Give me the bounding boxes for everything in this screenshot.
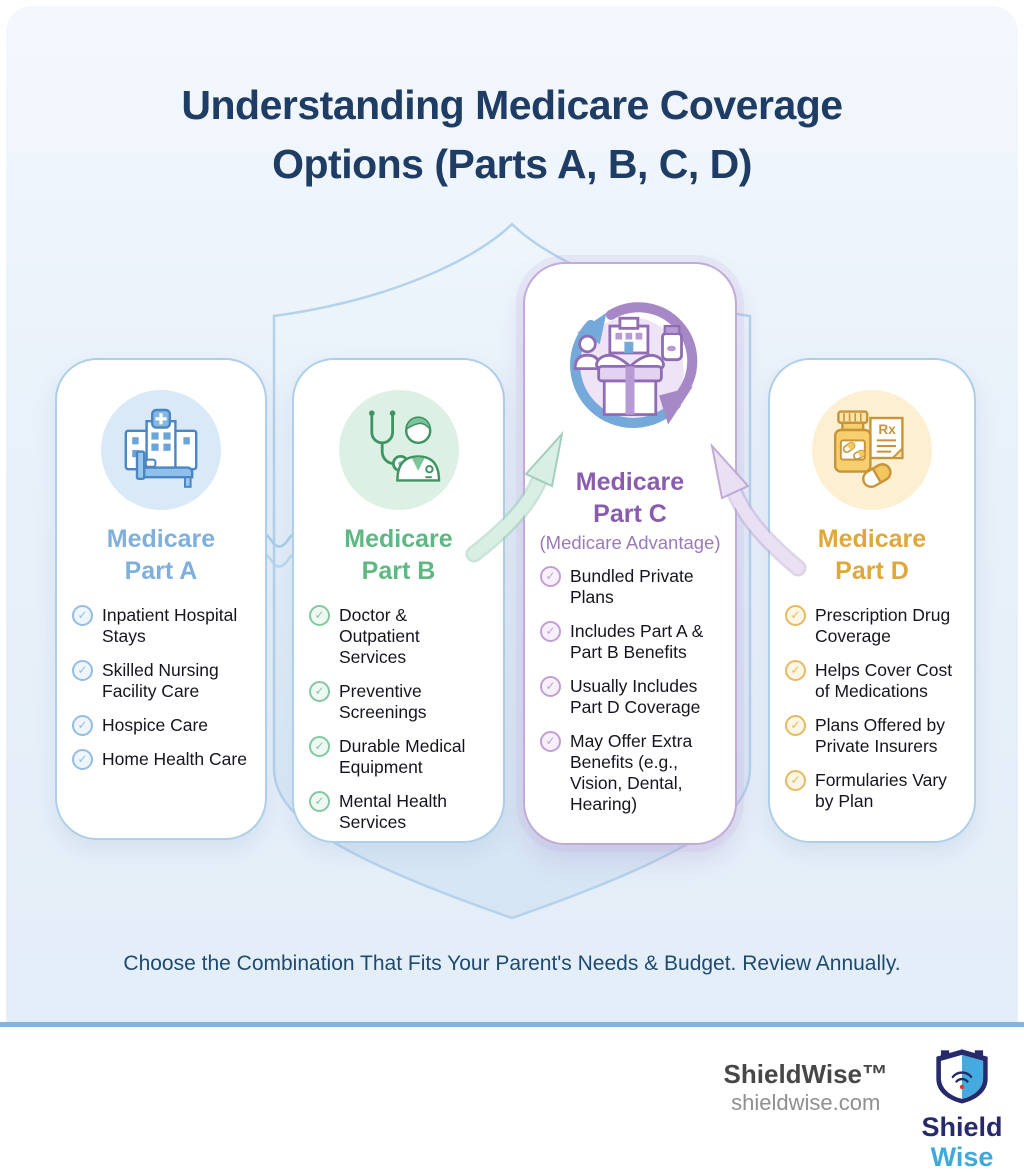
list-item-text: Prescription Drug Coverage [815, 605, 951, 646]
check-icon: ✓ [72, 749, 93, 770]
footer-note: Choose the Combination That Fits Your Parent's Needs & Budget. Review Annually. [123, 952, 901, 975]
list-item [309, 605, 491, 668]
check-icon: ✓ [309, 605, 330, 626]
page-title-line1: Understanding Medicare Coverage [181, 82, 843, 128]
page-title [0, 76, 1024, 195]
check-icon: ✓ [309, 681, 330, 702]
list-item [540, 621, 723, 663]
part-c-heading [576, 467, 684, 530]
check-icon: ✓ [540, 621, 561, 642]
part-a-heading-line2: Part A [124, 556, 198, 585]
shieldwise-logo [914, 1045, 1010, 1171]
list-item [309, 681, 491, 723]
shield-wifi-icon [929, 1045, 995, 1107]
brand-name: ShieldWise™ [723, 1059, 888, 1089]
part-d-heading-line1: Medicare [817, 525, 927, 553]
part-c-benefit-list [525, 566, 735, 828]
brand-website: shieldwise.com [731, 1089, 881, 1115]
list-item-text: Bundled Private Plans [570, 566, 694, 607]
list-item-text: May Offer Extra Benefits (e.g., Vision, Dental, Hearing) [570, 731, 693, 814]
check-icon: ✓ [309, 736, 330, 757]
pill-bottle-rx-icon [812, 390, 932, 510]
list-item-text: Skilled Nursing Facility Care [102, 660, 219, 701]
list-item-text: Durable Medical Equipment [339, 736, 466, 777]
check-icon: ✓ [785, 605, 806, 626]
list-item [72, 715, 253, 736]
brand-text [724, 1060, 888, 1116]
logo-text-shield: Shield [921, 1112, 1003, 1142]
card-medicare-part-a [55, 358, 267, 840]
list-item-text: Mental Health Services [339, 791, 447, 832]
part-b-icon-wrap [339, 390, 459, 510]
list-item-text: Plans Offered by Private Insurers [815, 715, 946, 756]
list-item-text: Doctor & Outpatient Services [339, 605, 420, 667]
logo-text-wise: Wise [930, 1142, 994, 1172]
check-icon: ✓ [540, 731, 561, 752]
list-item-text: Formularies Vary by Plan [815, 770, 947, 811]
part-a-icon-wrap [101, 390, 221, 510]
part-d-heading [818, 524, 926, 587]
part-b-heading-line2: Part B [361, 556, 436, 585]
check-icon: ✓ [72, 605, 93, 626]
list-item-text: Preventive Screenings [339, 681, 427, 722]
check-icon: ✓ [785, 715, 806, 736]
list-item-text: Includes Part A & Part B Benefits [570, 621, 704, 662]
part-b-heading [344, 524, 452, 587]
check-icon: ✓ [309, 791, 330, 812]
arrow-d-to-c-icon [698, 428, 818, 578]
check-icon: ✓ [72, 660, 93, 681]
check-icon: ✓ [540, 566, 561, 587]
check-icon: ✓ [785, 660, 806, 681]
part-b-benefit-list [294, 605, 503, 846]
part-c-heading-line1: Medicare [575, 468, 685, 496]
part-c-heading-line2: Part C [593, 499, 667, 528]
list-item [309, 736, 491, 778]
list-item [309, 791, 491, 833]
list-item [72, 605, 253, 647]
list-item [785, 605, 962, 647]
arrow-b-to-c-icon [452, 418, 577, 563]
list-item [785, 770, 962, 812]
page-title-line2: Options (Parts A, B, C, D) [272, 141, 752, 188]
list-item-text: Hospice Care [102, 715, 209, 735]
part-d-benefit-list [770, 605, 974, 825]
part-a-heading-line1: Medicare [106, 525, 216, 553]
doctor-stethoscope-icon [339, 390, 459, 510]
list-item [785, 660, 962, 702]
list-item-text: Helps Cover Cost of Medications [815, 660, 953, 701]
list-item [540, 676, 723, 718]
part-b-heading-line1: Medicare [344, 525, 453, 553]
list-item-text: Usually Includes Part D Coverage [570, 676, 701, 717]
list-item [785, 715, 962, 757]
check-icon: ✓ [785, 770, 806, 791]
list-item-text: Inpatient Hospital Stays [102, 605, 238, 646]
part-a-heading [107, 524, 215, 587]
svg-text:Rx: Rx [878, 422, 896, 437]
hospital-bed-icon [101, 390, 221, 510]
check-icon: ✓ [540, 676, 561, 697]
list-item [540, 566, 723, 608]
part-d-icon-wrap [812, 390, 932, 510]
list-item [72, 660, 253, 702]
list-item [72, 749, 253, 770]
footer [0, 1027, 1024, 1172]
list-item [540, 731, 723, 815]
part-d-heading-line2: Part D [835, 556, 909, 585]
check-icon: ✓ [72, 715, 93, 736]
part-c-subtitle: (Medicare Advantage) [539, 532, 721, 553]
list-item-text: Home Health Care [102, 749, 247, 769]
part-a-benefit-list [57, 605, 265, 783]
